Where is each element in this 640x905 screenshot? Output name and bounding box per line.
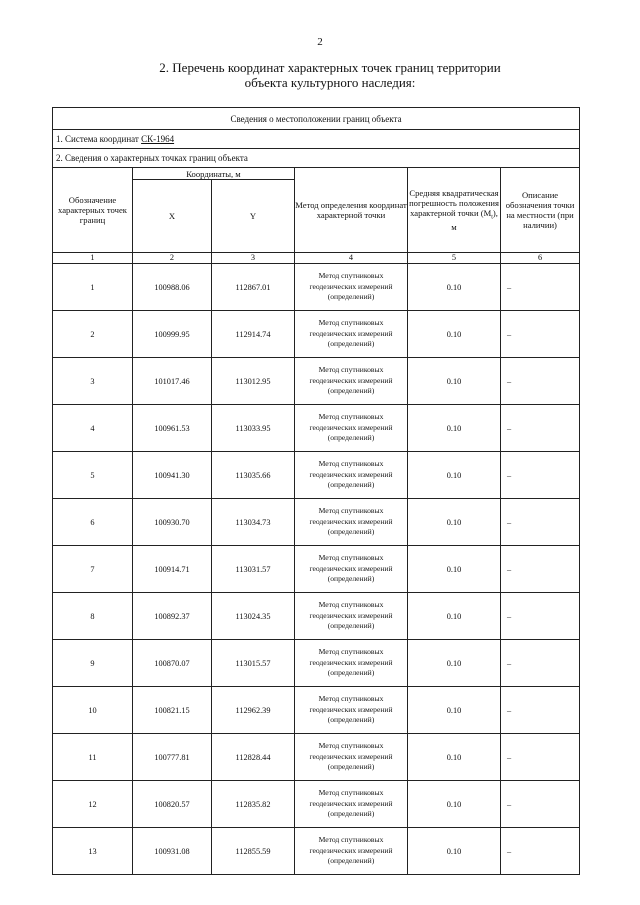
point-cell: 9 bbox=[53, 640, 133, 687]
table-row bbox=[53, 311, 580, 358]
error-cell: 0.10 bbox=[408, 640, 501, 687]
column-number: 2 bbox=[133, 253, 212, 264]
coordinate-system-row bbox=[53, 130, 580, 149]
x-cell: 100777.81 bbox=[133, 734, 212, 781]
point-cell: 13 bbox=[53, 828, 133, 875]
table-row bbox=[53, 687, 580, 734]
document-title bbox=[120, 60, 540, 90]
table-row bbox=[53, 499, 580, 546]
page-number: 2 bbox=[317, 36, 323, 48]
coordinate-system-label: 1. Система координат bbox=[56, 134, 139, 144]
error-cell: 0.10 bbox=[408, 687, 501, 734]
column-number: 4 bbox=[295, 253, 408, 264]
method-cell: Метод спутниковых геодезических измерений (определений) bbox=[295, 546, 408, 593]
description-cell: – bbox=[501, 499, 580, 546]
error-cell: 0.10 bbox=[408, 546, 501, 593]
error-cell: 0.10 bbox=[408, 734, 501, 781]
method-cell: Метод спутниковых геодезических измерений (определений) bbox=[295, 358, 408, 405]
header-description: Описание обозначения точки на местности (при наличии) bbox=[501, 168, 580, 253]
x-cell: 100931.08 bbox=[133, 828, 212, 875]
x-cell: 101017.46 bbox=[133, 358, 212, 405]
y-cell: 112914.74 bbox=[212, 311, 295, 358]
table-row bbox=[53, 828, 580, 875]
x-cell: 100988.06 bbox=[133, 264, 212, 311]
y-cell: 112867.01 bbox=[212, 264, 295, 311]
description-cell: – bbox=[501, 358, 580, 405]
column-number: 3 bbox=[212, 253, 295, 264]
column-number: 1 bbox=[53, 253, 133, 264]
coordinates-table bbox=[52, 107, 580, 875]
y-cell: 112962.39 bbox=[212, 687, 295, 734]
description-cell: – bbox=[501, 311, 580, 358]
point-cell: 2 bbox=[53, 311, 133, 358]
y-cell: 112828.44 bbox=[212, 734, 295, 781]
table-row bbox=[53, 734, 580, 781]
description-cell: – bbox=[501, 452, 580, 499]
x-cell: 100930.70 bbox=[133, 499, 212, 546]
method-cell: Метод спутниковых геодезических измерений (определений) bbox=[295, 640, 408, 687]
y-cell: 113012.95 bbox=[212, 358, 295, 405]
x-cell: 100870.07 bbox=[133, 640, 212, 687]
point-cell: 6 bbox=[53, 499, 133, 546]
x-cell: 100892.37 bbox=[133, 593, 212, 640]
error-cell: 0.10 bbox=[408, 311, 501, 358]
section-title: Сведения о местоположении границ объекта bbox=[53, 108, 580, 130]
point-cell: 5 bbox=[53, 452, 133, 499]
y-cell: 113024.35 bbox=[212, 593, 295, 640]
description-cell: – bbox=[501, 405, 580, 452]
y-cell: 113015.57 bbox=[212, 640, 295, 687]
y-cell: 113035.66 bbox=[212, 452, 295, 499]
y-cell: 112855.59 bbox=[212, 828, 295, 875]
column-numbers-row bbox=[53, 253, 580, 264]
header-y: Y bbox=[212, 180, 295, 253]
method-cell: Метод спутниковых геодезических измерений (определений) bbox=[295, 781, 408, 828]
description-cell: – bbox=[501, 546, 580, 593]
table-row bbox=[53, 593, 580, 640]
header-x: X bbox=[133, 180, 212, 253]
point-cell: 8 bbox=[53, 593, 133, 640]
y-cell: 113033.95 bbox=[212, 405, 295, 452]
description-cell: – bbox=[501, 593, 580, 640]
table-row bbox=[53, 452, 580, 499]
description-cell: – bbox=[501, 781, 580, 828]
error-cell: 0.10 bbox=[408, 828, 501, 875]
point-cell: 7 bbox=[53, 546, 133, 593]
x-cell: 100961.53 bbox=[133, 405, 212, 452]
description-cell: – bbox=[501, 734, 580, 781]
method-cell: Метод спутниковых геодезических измерений (определений) bbox=[295, 687, 408, 734]
error-cell: 0.10 bbox=[408, 405, 501, 452]
description-cell: – bbox=[501, 264, 580, 311]
point-cell: 11 bbox=[53, 734, 133, 781]
column-number: 6 bbox=[501, 253, 580, 264]
coordinate-system-value: СК-1964 bbox=[141, 134, 175, 144]
error-cell: 0.10 bbox=[408, 781, 501, 828]
error-cell: 0.10 bbox=[408, 499, 501, 546]
point-cell: 10 bbox=[53, 687, 133, 734]
y-cell: 113031.57 bbox=[212, 546, 295, 593]
error-cell: 0.10 bbox=[408, 264, 501, 311]
x-cell: 100821.15 bbox=[133, 687, 212, 734]
table-row bbox=[53, 640, 580, 687]
method-cell: Метод спутниковых геодезических измерений (определений) bbox=[295, 405, 408, 452]
point-cell: 3 bbox=[53, 358, 133, 405]
header-error: Средняя квадратическая погрешность положения характерной точки $(M_t)$, м bbox=[408, 168, 501, 253]
point-cell: 12 bbox=[53, 781, 133, 828]
x-cell: 100914.71 bbox=[133, 546, 212, 593]
description-cell: – bbox=[501, 687, 580, 734]
method-cell: Метод спутниковых геодезических измерений (определений) bbox=[295, 452, 408, 499]
point-cell: 1 bbox=[53, 264, 133, 311]
method-cell: Метод спутниковых геодезических измерений (определений) bbox=[295, 828, 408, 875]
header-method: Метод определения координат характерной точки bbox=[295, 168, 408, 253]
method-cell: Метод спутниковых геодезических измерений (определений) bbox=[295, 734, 408, 781]
table-row bbox=[53, 358, 580, 405]
method-cell: Метод спутниковых геодезических измерений (определений) bbox=[295, 311, 408, 358]
description-cell: – bbox=[501, 640, 580, 687]
table-row bbox=[53, 781, 580, 828]
document-title-line-2: объекта культурного наследия: bbox=[244, 75, 416, 90]
error-cell: 0.10 bbox=[408, 358, 501, 405]
method-cell: Метод спутниковых геодезических измерений (определений) bbox=[295, 499, 408, 546]
x-cell: 100941.30 bbox=[133, 452, 212, 499]
table-row bbox=[53, 405, 580, 452]
point-cell: 4 bbox=[53, 405, 133, 452]
header-designation: Обозначение характерных точек границ bbox=[53, 168, 133, 253]
x-cell: 100999.95 bbox=[133, 311, 212, 358]
y-cell: 112835.82 bbox=[212, 781, 295, 828]
method-cell: Метод спутниковых геодезических измерений (определений) bbox=[295, 264, 408, 311]
method-cell: Метод спутниковых геодезических измерений (определений) bbox=[295, 593, 408, 640]
x-cell: 100820.57 bbox=[133, 781, 212, 828]
column-number: 5 bbox=[408, 253, 501, 264]
error-cell: 0.10 bbox=[408, 593, 501, 640]
y-cell: 113034.73 bbox=[212, 499, 295, 546]
error-cell: 0.10 bbox=[408, 452, 501, 499]
table-row bbox=[53, 546, 580, 593]
description-cell: – bbox=[501, 828, 580, 875]
header-coordinates: Координаты, м bbox=[133, 168, 295, 180]
points-section-label: 2. Сведения о характерных точках границ объекта bbox=[53, 149, 580, 168]
table-row bbox=[53, 264, 580, 311]
document-title-line-1: 2. Перечень координат характерных точек границ территории bbox=[159, 60, 501, 75]
